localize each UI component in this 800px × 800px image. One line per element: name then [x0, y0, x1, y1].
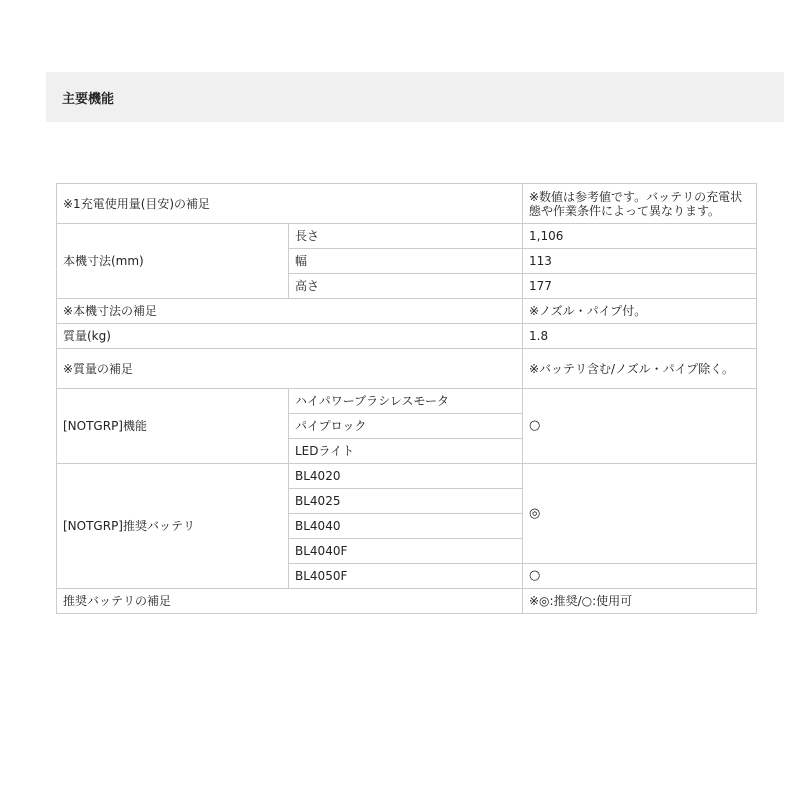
battery-item: BL4025	[289, 489, 523, 514]
length-value: 1,106	[523, 224, 757, 249]
feature-item: パイプロック	[289, 414, 523, 439]
battery-item: BL4020	[289, 464, 523, 489]
mass-note-label: ※質量の補足	[57, 349, 523, 389]
dimensions-note-value: ※ノズル・パイプ付。	[523, 299, 757, 324]
height-label: 高さ	[289, 274, 523, 299]
battery-item: BL4050F	[289, 564, 523, 589]
features-label: [NOTGRP]機能	[57, 389, 289, 464]
mass-value: 1.8	[523, 324, 757, 349]
dimensions-note-label: ※本機寸法の補足	[57, 299, 523, 324]
section-header	[46, 72, 784, 122]
dimensions-label: 本機寸法(mm)	[57, 224, 289, 299]
battery-usable-mark: ○	[523, 564, 757, 589]
table-row	[57, 464, 757, 489]
battery-item: BL4040F	[289, 539, 523, 564]
features-mark: ○	[523, 389, 757, 464]
height-value: 177	[523, 274, 757, 299]
table-row	[57, 324, 757, 349]
supplement-usage-label: ※1充電使用量(目安)の補足	[57, 184, 523, 224]
supplement-usage-value: ※数値は参考値です。バッテリの充電状態や作業条件によって異なります。	[523, 184, 757, 224]
mass-note-value: ※バッテリ含む/ノズル・パイプ除く。	[523, 349, 757, 389]
table-row	[57, 389, 757, 414]
battery-note-label: 推奨バッテリの補足	[57, 589, 523, 614]
feature-item: ハイパワーブラシレスモータ	[289, 389, 523, 414]
battery-recommended-mark: ◎	[523, 464, 757, 564]
battery-item: BL4040	[289, 514, 523, 539]
width-label: 幅	[289, 249, 523, 274]
width-value: 113	[523, 249, 757, 274]
table-row	[57, 224, 757, 249]
table-row	[57, 184, 757, 224]
feature-item: LEDライト	[289, 439, 523, 464]
table-row	[57, 349, 757, 389]
table-row	[57, 589, 757, 614]
table-row	[57, 299, 757, 324]
mass-label: 質量(kg)	[57, 324, 523, 349]
battery-note-value: ※◎:推奨/○:使用可	[523, 589, 757, 614]
section-title: 主要機能	[62, 91, 115, 107]
batteries-label: [NOTGRP]推奨バッテリ	[57, 464, 289, 589]
length-label: 長さ	[289, 224, 523, 249]
spec-table	[56, 183, 757, 614]
